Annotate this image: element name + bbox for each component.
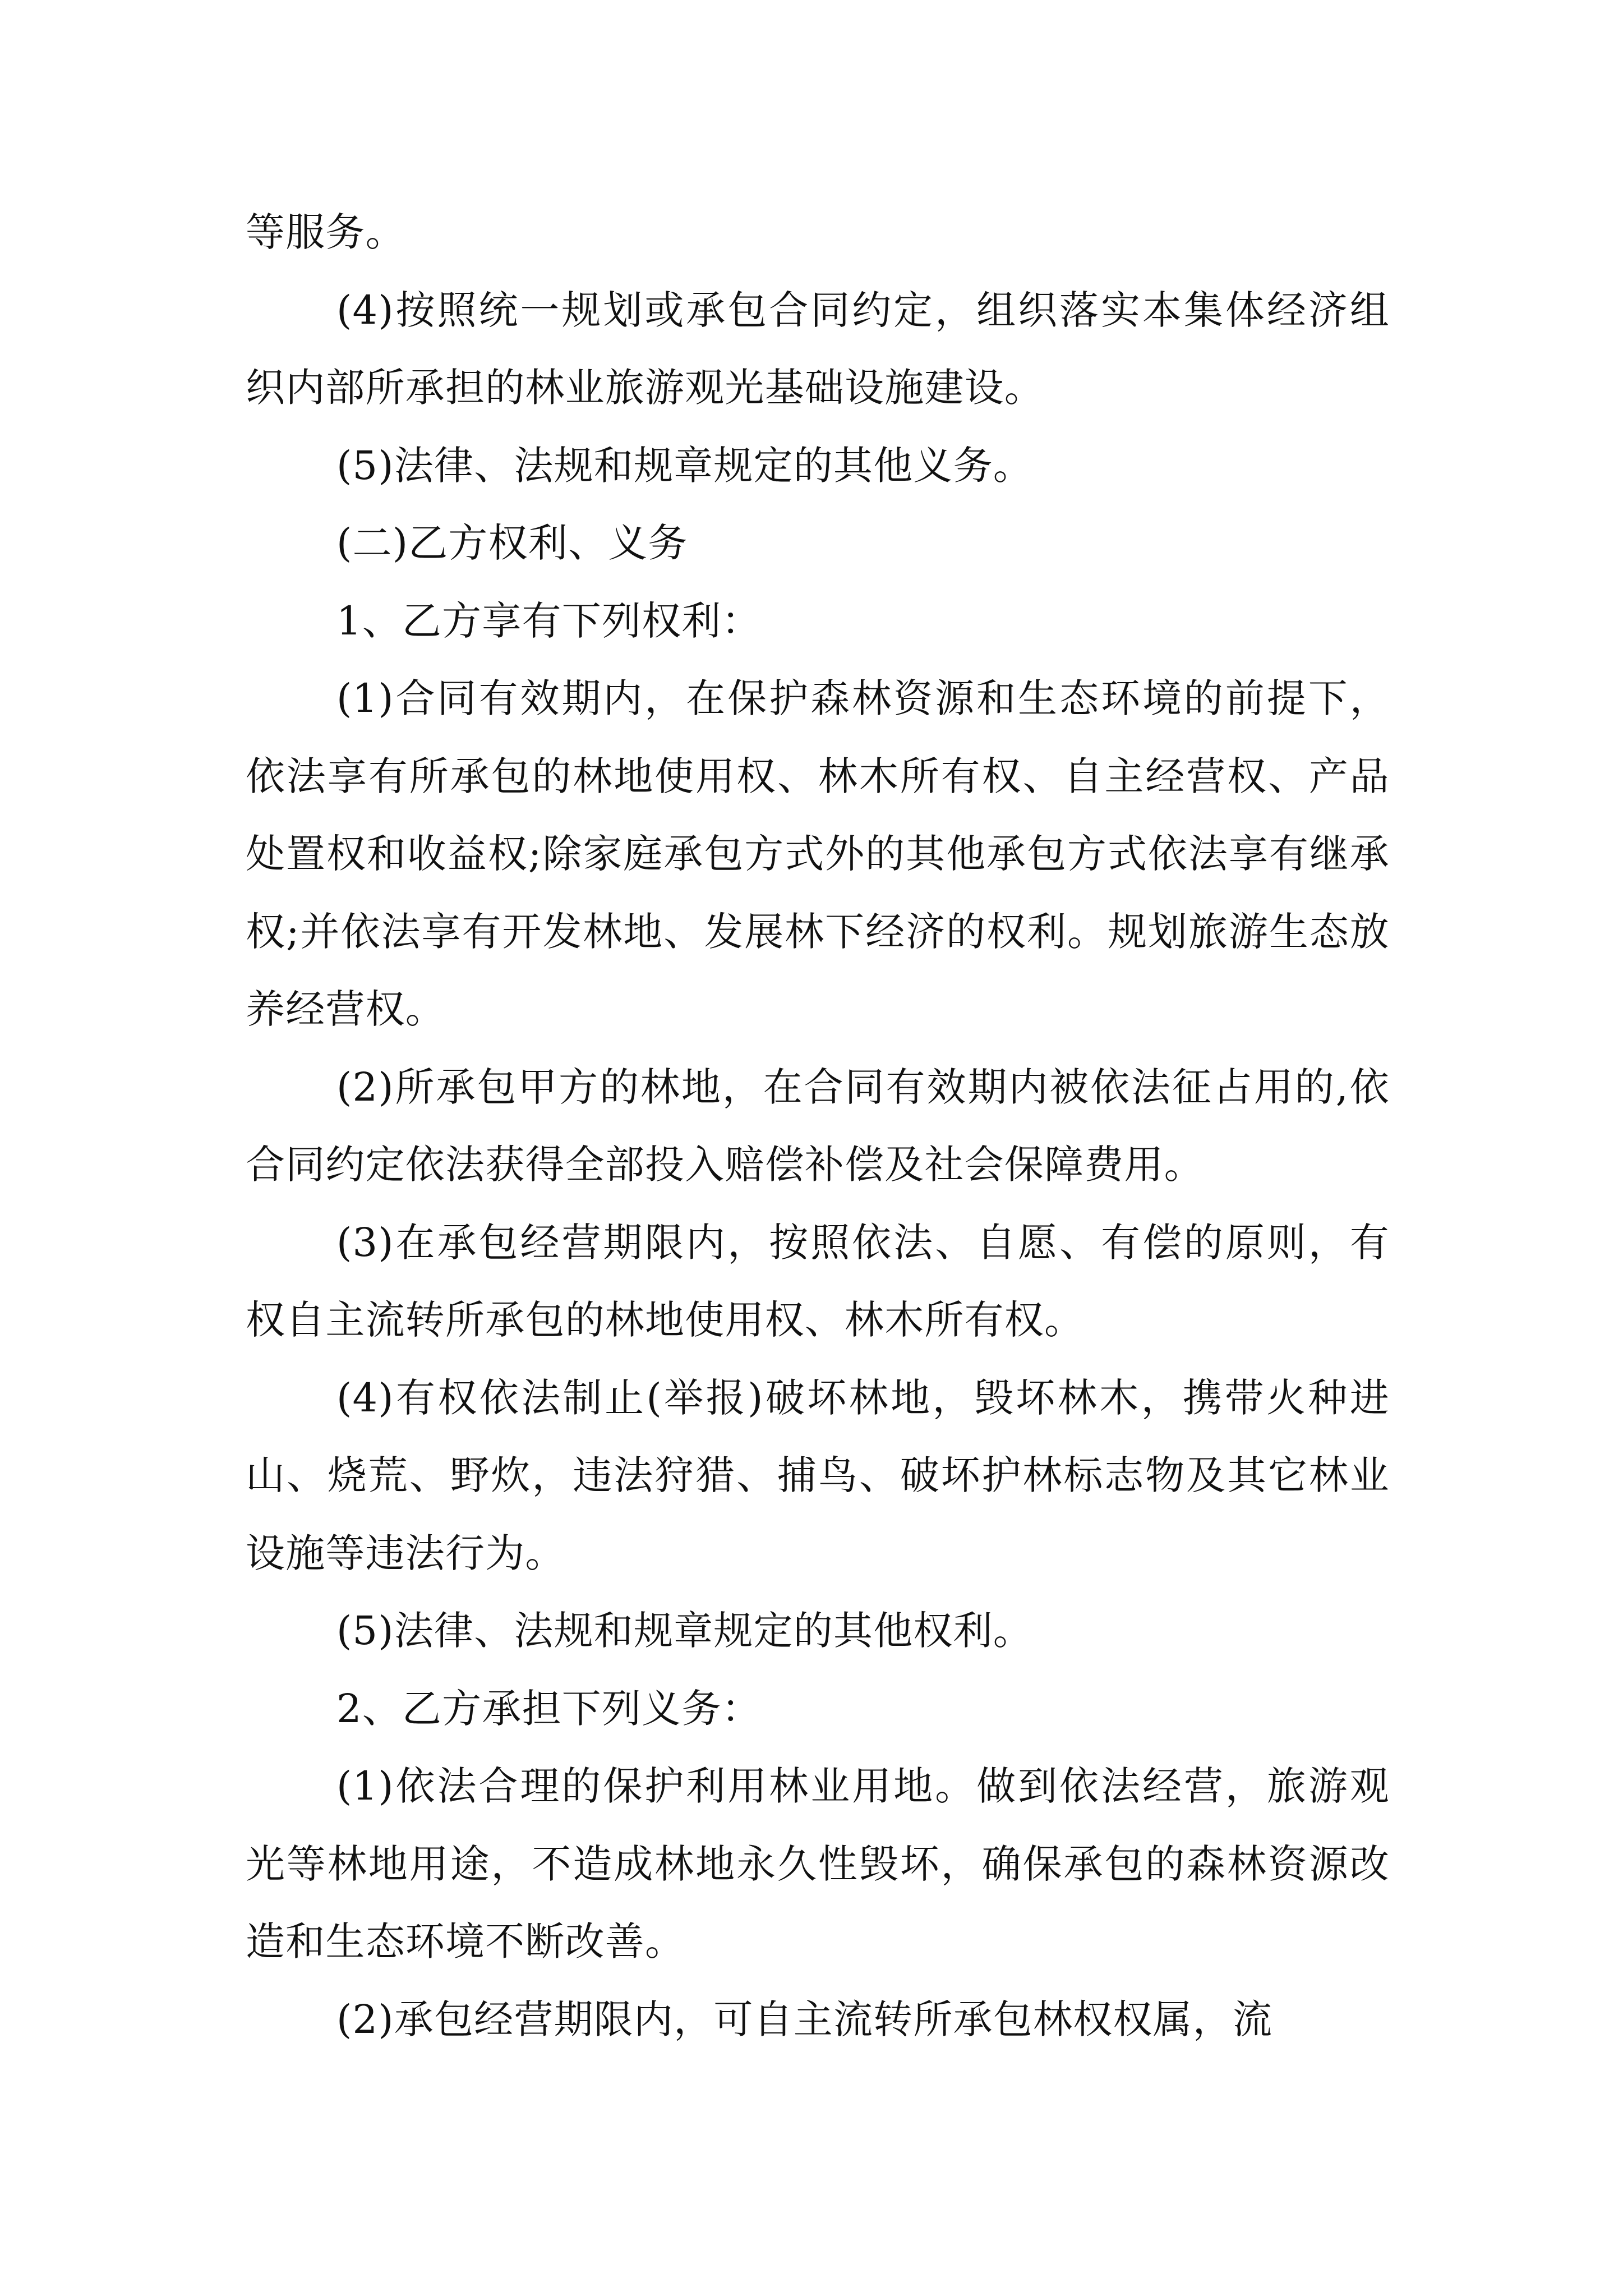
paragraph-12: (1)依法合理的保护利用林业用地。做到依法经营，旅游观光等林地用途，不造成林地永久性毁坏，确保承包的森林资源改造和生态环境不断改善。	[246, 1763, 1390, 1964]
paragraph-9: (4)有权依法制止(举报)破坏林地，毁坏林木，携带火种进山、烧荒、野炊，违法狩猎、捕鸟、破坏护林标志物及其它林业设施等违法行为。	[246, 1374, 1390, 1576]
subheading-party-b-rights: 1、乙方享有下列权利：	[336, 597, 762, 644]
paragraph-13: (2)承包经营期限内，可自主流转所承包林权权属，流	[336, 1996, 1273, 2042]
paragraph-6: (1)合同有效期内，在保护森林资源和生态环境的前提下，依法享有所承包的林地使用权、林木所有权、自主经营权、产品处置权和收益权;除家庭承包方式外的其他承包方式依法享有继承权;并依法享有开发林地、发展林下经济的权利。规划旅游生态放养经营权。	[246, 675, 1390, 1032]
paragraph-10: (5)法律、法规和规章规定的其他权利。	[336, 1608, 1033, 1654]
paragraph-1: 等服务。	[246, 209, 405, 255]
paragraph-8: (3)在承包经营期限内，按照依法、自愿、有偿的原则，有权自主流转所承包的林地使用权、林木所有权。	[246, 1219, 1390, 1343]
paragraph-7: (2)所承包甲方的林地，在合同有效期内被依法征占用的,依合同约定依法获得全部投入赔偿补偿及社会保障费用。	[246, 1064, 1390, 1188]
paragraph-2: (4)按照统一规划或承包合同约定，组织落实本集体经济组织内部所承担的林业旅游观光基础设施建设。	[246, 287, 1390, 411]
section-heading-party-b-rights-obligations: (二)乙方权利、义务	[336, 520, 688, 566]
paragraph-3: (5)法律、法规和规章规定的其他义务。	[336, 442, 1033, 489]
document-body	[246, 194, 1390, 2058]
subheading-party-b-obligations: 2、乙方承担下列义务：	[336, 1685, 762, 1732]
